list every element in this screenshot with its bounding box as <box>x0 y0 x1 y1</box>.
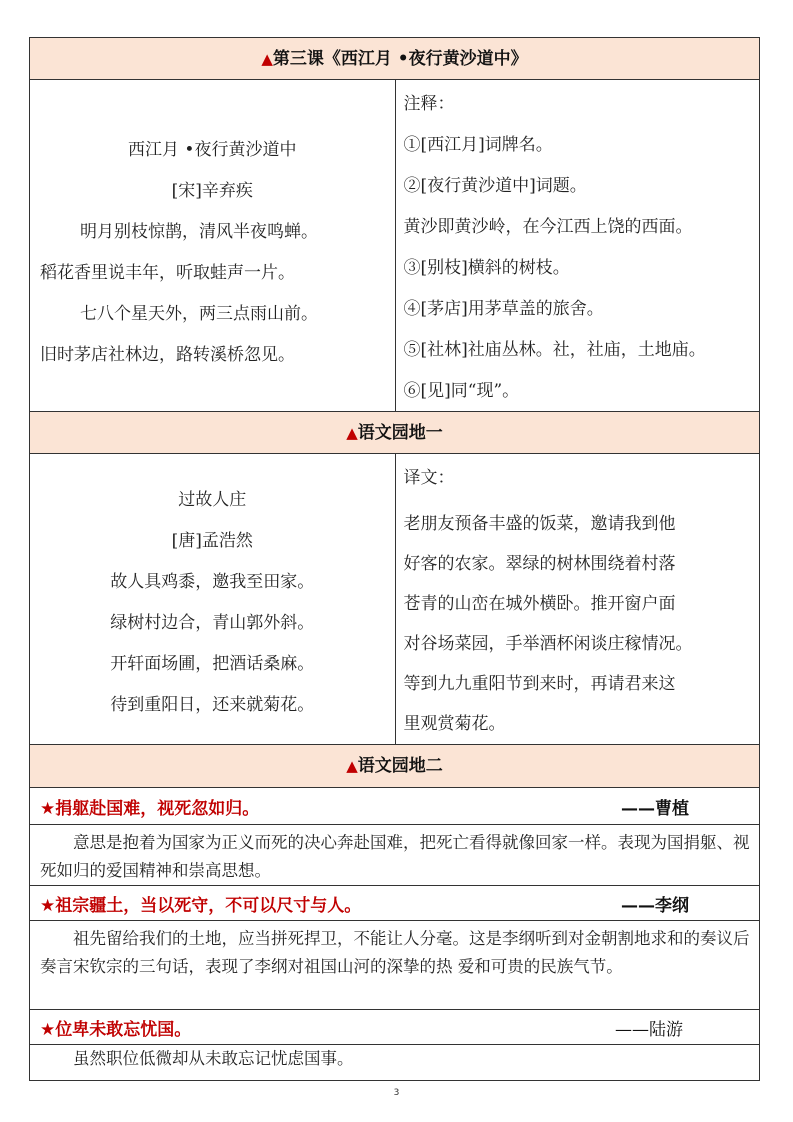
garden1-row <box>30 454 759 744</box>
quote-text: ★位卑未敢忘忧国。 <box>40 1019 192 1040</box>
translation-line: 苍青的山峦在城外横卧。推开窗户面 <box>403 594 676 614</box>
page-number: 3 <box>393 1088 400 1098</box>
quote-author: ——曹植 <box>621 798 689 819</box>
note-item: ②[夜行黄沙道中]词题。 <box>403 176 587 196</box>
quote-text: ★捐躯赴国难，视死忽如归。 <box>40 798 260 819</box>
garden2-header <box>30 744 759 787</box>
translation-line: 对谷场菜园，手举酒杯闲谈庄稼情况。 <box>403 634 693 654</box>
lesson3-row <box>30 80 759 411</box>
translation-heading: 译文： <box>403 468 455 488</box>
translation-line: 老朋友预备丰盛的饭菜，邀请我到他 <box>403 514 676 534</box>
quote-row <box>30 787 759 825</box>
garden1-header <box>30 411 759 454</box>
poem-title: 过故人庄 <box>178 490 247 510</box>
poem-line: 稻花香里说丰年，听取蛙声一片。 <box>40 263 295 283</box>
poem-line: 待到重阳日，还来就菊花。 <box>110 695 315 715</box>
poem-line: 绿树村边合，青山郭外斜。 <box>110 613 315 633</box>
translation-line: 里观赏菊花。 <box>403 714 506 734</box>
garden1-poem <box>30 454 396 744</box>
notes-heading: 注释： <box>403 94 455 114</box>
garden1-header-text: 语文园地一 <box>357 423 443 443</box>
quote-explanation: 意思是抱着为国家为正义而死的决心奔赴国难，把死亡看得就像回家一样。表现为国捐躯、视死如归的爱国精神和崇高思想。 <box>40 833 750 880</box>
quote-explanation: 虽然职位低微却从未敢忘记忧虑国事。 <box>73 1049 354 1068</box>
garden1-translation <box>396 454 760 744</box>
translation-line: 好客的农家。翠绿的树林围绕着村落 <box>403 554 676 574</box>
poem-line: 七八个星天外，两三点雨山前。 <box>80 304 318 324</box>
triangle-icon: ▲ <box>346 424 358 442</box>
note-item: 黄沙即黄沙岭，在今江西上饶的西面。 <box>403 217 693 237</box>
quote-explanation: 祖先留给我们的土地，应当拼死捍卫，不能让人分毫。这是李纲听到对金朝割地求和的奏议后奏言宋钦宗的三句话，表现了李纲对祖国山河的深挚的热 爱和可贵的民族气节。 <box>40 929 750 976</box>
note-item: ①[西江月]词牌名。 <box>403 135 553 155</box>
lesson-table <box>29 37 760 1081</box>
poem-line: 明月别枝惊鹊，清风半夜鸣蝉。 <box>80 222 318 242</box>
note-item: ⑤[社林]社庙丛林。社，社庙，土地庙。 <box>403 340 706 360</box>
triangle-icon: ▲ <box>261 50 273 68</box>
poem-line: 故人具鸡黍，邀我至田家。 <box>110 572 315 592</box>
poem-line: 旧时茅店社林边，路转溪桥忽见。 <box>40 345 295 365</box>
note-item: ④[茅店]用茅草盖的旅舍。 <box>403 299 604 319</box>
note-item: ⑥[见]同“现”。 <box>403 381 520 401</box>
lesson3-header-text: 第三课《西江月 •夜行黄沙道中》 <box>272 49 528 69</box>
quote-row <box>30 885 759 921</box>
poem-author: [宋]辛弃疾 <box>171 181 253 201</box>
triangle-icon: ▲ <box>346 757 358 775</box>
translation-line: 等到九九重阳节到来时，再请君来这 <box>403 674 676 694</box>
quote-text: ★祖宗疆土，当以死守，不可以尺寸与人。 <box>40 895 362 916</box>
lesson3-notes <box>396 80 760 411</box>
quote-row <box>30 1009 759 1045</box>
poem-author: [唐]孟浩然 <box>171 531 253 551</box>
note-item: ③[别枝]横斜的树枝。 <box>403 258 570 278</box>
quote-author: ——李纲 <box>621 895 689 916</box>
poem-line: 开轩面场圃，把酒话桑麻。 <box>110 654 315 674</box>
lesson3-header <box>30 38 759 80</box>
garden2-header-text: 语文园地二 <box>357 756 443 776</box>
lesson3-poem <box>30 80 396 411</box>
poem-title: 西江月 •夜行黄沙道中 <box>128 140 297 160</box>
quote-author: ——陆游 <box>615 1019 683 1040</box>
